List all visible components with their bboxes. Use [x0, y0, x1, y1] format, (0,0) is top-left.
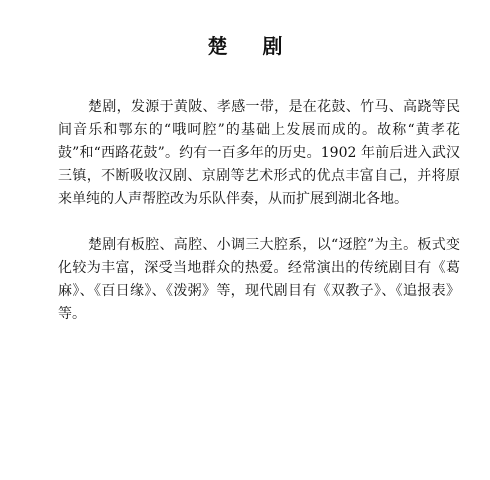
page-title: 楚 剧: [207, 34, 297, 58]
paragraph-2: 楚剧有板腔、高腔、小调三大腔系，以“迓腔”为主。板式变化较为丰富，深受当地群众的热爱。经常演出的传统剧目有《葛麻》、《百日缘》、《泼粥》等，现代剧目有《双教子》、《追报表》等。: [58, 237, 460, 322]
document-body: [58, 96, 460, 326]
paragraph-1: 楚剧，发源于黄陂、孝感一带，是在花鼓、竹马、高跷等民间音乐和鄂东的“哦呵腔”的基础上发展而成的。故称“黄孝花鼓”和“西路花鼓”。约有一百多年的历史。1902 年前后进入武汉三镇，不断吸收汉剧、京剧等艺术形式的优点丰富自己，并将原来单纯的人声帮腔改为乐队伴奏，从而扩展到湖北各地。: [58, 99, 460, 207]
